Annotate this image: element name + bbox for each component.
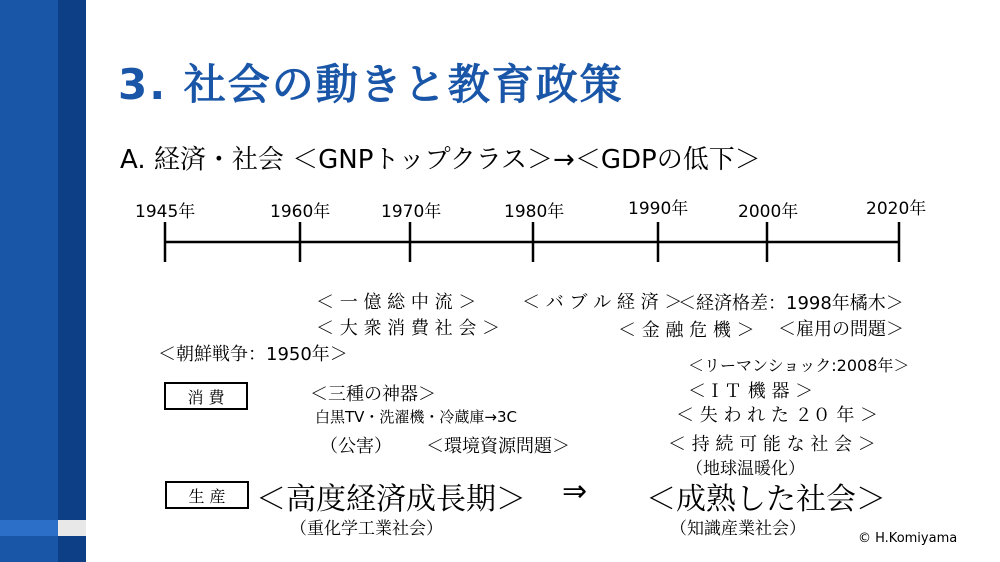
event-kogai: （公害）: [320, 436, 392, 457]
year-label: 1945年: [135, 202, 196, 222]
event-kinyu: ＜ 金 融 危 機 ＞: [618, 320, 755, 341]
event-bubble: ＜ バ ブ ル 経 済 ＞: [522, 292, 683, 313]
event-ichioku: ＜ 一 億 総 中 流 ＞: [316, 292, 477, 313]
era-growth: ＜高度経済成長期＞: [256, 482, 526, 517]
era-knowledge: （知識産業社会）: [670, 519, 806, 539]
event-lost: ＜ 失 わ れ た ２０ 年 ＞: [676, 405, 879, 426]
slide-title: 3. 社会の動きと教育政策: [118, 60, 624, 109]
event-lehman: ＜リーマンショック:2008年＞: [688, 356, 910, 375]
event-kankyo: ＜環境資源問題＞: [426, 436, 570, 457]
side-accent: [0, 520, 58, 536]
consumption-label: 消 費: [187, 387, 225, 407]
event-it: ＜ＩＴ 機 器 ＞: [688, 381, 814, 402]
event-sustain: ＜ 持 続 可 能 な 社 会 ＞: [668, 434, 876, 455]
event-kakusa: ＜経済格差：1998年橘木＞: [678, 293, 904, 314]
year-label: 1960年: [270, 202, 331, 222]
event-korea: ＜朝鮮戦争：1950年＞: [158, 344, 348, 365]
event-appliances: 白黒TV・洗濯機・冷蔵庫→3C: [315, 408, 518, 426]
year-label: 2020年: [866, 199, 927, 219]
consumption-label-box: [164, 382, 248, 410]
side-accent-light: [58, 520, 86, 536]
event-taishu: ＜ 大 衆 消 費 社 会 ＞: [316, 318, 501, 339]
year-label: 1990年: [628, 199, 689, 219]
event-koyo: ＜雇用の問題＞: [778, 319, 904, 340]
event-ondan: （地球温暖化）: [686, 459, 805, 479]
copyright: © H.Komiyama: [858, 531, 958, 546]
era-heavy: （重化学工業社会）: [290, 519, 443, 539]
slide-subtitle: A. 経済・社会 ＜GNPトップクラス＞→＜GDPの低下＞: [120, 145, 761, 175]
year-label: 2000年: [738, 202, 799, 222]
production-label: 生 産: [188, 486, 226, 506]
era-mature: ＜成熟した社会＞: [646, 482, 886, 517]
era-arrow: ⇒: [562, 474, 588, 509]
year-label: 1970年: [381, 202, 442, 222]
event-sanshu: ＜三種の神器＞: [310, 384, 436, 405]
year-label: 1980年: [504, 202, 565, 222]
production-label-box: [165, 481, 249, 509]
side-stripe: [58, 0, 86, 562]
